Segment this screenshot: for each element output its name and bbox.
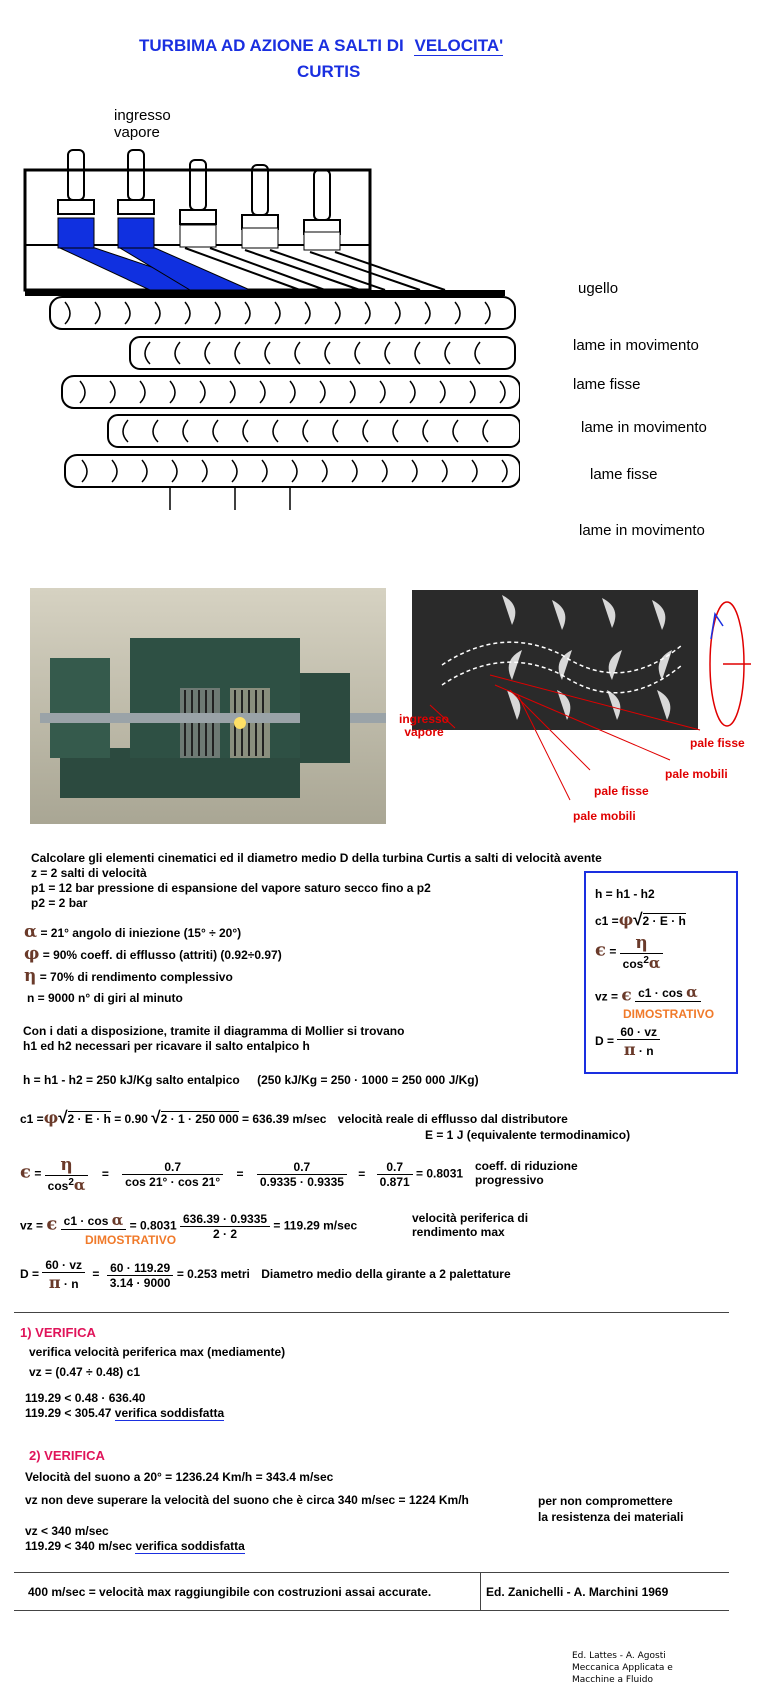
- box-dimostrativo: DIMOSTRATIVO: [623, 1007, 715, 1021]
- alpha-symbol: α: [111, 1211, 124, 1229]
- alpha-symbol: α: [648, 954, 661, 972]
- calc-eps-d1: cos 21° · cos 21°: [125, 1175, 221, 1189]
- divider-2: [14, 1572, 729, 1573]
- closeup-vapore: vapore: [404, 725, 444, 739]
- phi-symbol: φ: [43, 1108, 59, 1127]
- label-pale-fisse-2: pale fisse: [594, 784, 649, 798]
- calc-D-frac2: [107, 1261, 174, 1290]
- closeup-label-ingresso: [399, 713, 449, 739]
- calc-c1-lhs: c1 =: [20, 1112, 44, 1126]
- eta-symbol: η: [620, 933, 664, 954]
- calc-eps-desc: [475, 1159, 578, 1187]
- square-sup: 2: [643, 955, 649, 966]
- verifica1-ok: verifica soddisfatta: [114, 1406, 225, 1420]
- title-velocita: VELOCITA': [414, 36, 504, 55]
- calc-D-frac1: [42, 1258, 85, 1292]
- box-D-num: 60 · vz: [617, 1025, 660, 1040]
- verifica2-title: 2) VERIFICA: [29, 1448, 105, 1463]
- verifica2-l4-text: 119.29 < 340 m/sec: [25, 1539, 133, 1553]
- title-line1: TURBIMA AD AZIONE A SALTI DI: [139, 36, 404, 55]
- verifica1-l2: vz = (0.47 ÷ 0.48) c1: [29, 1365, 140, 1379]
- label-row5: lame in movimento: [579, 522, 705, 539]
- calc-eps-d3: 0.871: [379, 1175, 410, 1189]
- box-h: h = h1 - h2: [595, 887, 655, 901]
- verifica2-l4: [25, 1539, 245, 1553]
- title-curtis: CURTIS: [297, 62, 361, 81]
- calc-D-lhs: D =: [20, 1267, 40, 1282]
- intro-line3: p1 = 12 bar pressione di espansione del vapore saturo secco fino a p2: [31, 881, 431, 895]
- verifica2-l3: vz < 340 m/sec: [25, 1524, 109, 1538]
- eta-symbol: η: [45, 1155, 89, 1176]
- label-row1: lame in movimento: [573, 337, 699, 354]
- pi-symbol: π: [48, 1273, 61, 1292]
- calc-vz-result: = 119.29 m/sec: [273, 1218, 358, 1233]
- phi-symbol: φ: [24, 944, 40, 964]
- calc-h: [23, 1073, 479, 1087]
- verifica1-l4-text: 119.29 < 305.47: [25, 1406, 112, 1420]
- label-row4: lame fisse: [590, 466, 658, 483]
- mollier-line1: Con i dati a disposizione, tramite il diagramma di Mollier si trovano: [23, 1024, 405, 1038]
- intro-line4: p2 = 2 bar: [31, 896, 88, 910]
- pointer-lines: [400, 640, 750, 820]
- calc-D-d2: 3.14 · 9000: [109, 1275, 171, 1290]
- epsilon-symbol: ϵ: [595, 939, 606, 961]
- calc-D-result: = 0.253 metri: [176, 1267, 250, 1282]
- calc-eps-eq3: =: [236, 1166, 244, 1181]
- box-eps-den: cos: [622, 957, 644, 971]
- calc-c1-rad2: 2 · 1 · 250 000: [160, 1112, 239, 1126]
- vapore-text: vapore: [114, 124, 160, 141]
- calc-vz-d2: 2 · 2: [213, 1227, 238, 1241]
- credits-l1: Ed. Lattes - A. Agosti: [572, 1651, 666, 1661]
- page-title: [139, 36, 503, 56]
- intro-block: [31, 851, 602, 911]
- label-row2: lame fisse: [573, 376, 641, 393]
- phi-symbol: φ: [618, 910, 634, 929]
- footer-separator: [480, 1572, 481, 1610]
- calc-eps-frac3: [377, 1160, 413, 1189]
- calc-eps-d2: 0.9335 · 0.9335: [259, 1175, 344, 1189]
- alpha-text: = 21° angolo di iniezione (15° ÷ 20°): [40, 926, 242, 940]
- calc-c1-result: = 636.39 m/sec: [242, 1112, 327, 1126]
- verifica2-ok: verifica soddisfatta: [135, 1539, 245, 1553]
- label-ugello: ugello: [578, 280, 619, 297]
- box-eps-frac: [620, 933, 664, 972]
- calc-vz-desc2: rendimento max: [412, 1225, 505, 1239]
- alpha-symbol: α: [686, 983, 698, 1001]
- verifica2-l2: vz non deve superare la velocità del suono che è circa 340 m/sec = 1224 Km/h: [25, 1493, 469, 1507]
- credits-l3: Macchine a Fluido: [572, 1675, 653, 1685]
- calc-eps-den: cos: [47, 1179, 69, 1193]
- calc-vz-lhs: vz =: [20, 1218, 44, 1233]
- verifica1-l3: 119.29 < 0.48 · 636.40: [25, 1391, 146, 1405]
- alpha-symbol: α: [73, 1176, 86, 1194]
- calc-eps-frac2: [257, 1160, 347, 1189]
- calc-eps-n2: 0.7: [257, 1160, 347, 1175]
- calc-eps-eq: =: [34, 1166, 42, 1181]
- alpha-symbol: α: [24, 922, 38, 942]
- epsilon-symbol: ϵ: [46, 1213, 58, 1235]
- calc-eps-eq2: =: [101, 1166, 109, 1181]
- calc-c1: [20, 1108, 568, 1128]
- calc-D-desc: Diametro medio della girante a 2 palettature: [261, 1267, 511, 1282]
- calc-vz-n2: 636.39 · 0.9335: [180, 1212, 270, 1227]
- label-pale-mobili-2: pale mobili: [573, 809, 636, 823]
- calc-vz-mid: = 0.8031: [129, 1218, 177, 1233]
- verifica1-l1: verifica velocità periferica max (mediamente): [29, 1345, 286, 1359]
- calc-vz-dimostrativo: DIMOSTRATIVO: [85, 1233, 177, 1247]
- pi-symbol: π: [623, 1040, 636, 1059]
- calc-c1-desc2: E = 1 J (equivalente termodinamico): [425, 1128, 631, 1142]
- epsilon-symbol: ϵ: [621, 985, 632, 1006]
- calc-c1-rad1: 2 · E · h: [67, 1112, 111, 1126]
- verifica2-l2c: la resistenza dei materiali: [538, 1510, 684, 1524]
- verifica1-l4: [25, 1406, 224, 1420]
- calc-eps-n1: 0.7: [122, 1160, 223, 1175]
- calc-D-n1: 60 · vz: [42, 1258, 85, 1273]
- calc-h-note: (250 kJ/Kg = 250 · 1000 = 250 000 J/Kg): [257, 1073, 479, 1087]
- credits: [572, 1650, 673, 1686]
- box-D-frac: [617, 1025, 660, 1059]
- sqrt-icon: √: [58, 1108, 68, 1127]
- box-c1: [595, 910, 686, 930]
- calc-c1-desc: velocità reale di efflusso dal distributore: [337, 1112, 568, 1126]
- footer-right: Ed. Zanichelli - A. Marchini 1969: [486, 1585, 669, 1599]
- box-eps: [595, 933, 663, 972]
- diagram-label-ingresso: [114, 107, 171, 141]
- calc-vz-num: c1 · cos: [63, 1214, 109, 1228]
- box-vz-lhs: vz =: [595, 989, 619, 1004]
- box-D-den: · n: [638, 1044, 654, 1058]
- turbine-3d-render: [30, 588, 386, 824]
- mollier-line2: h1 ed h2 necessari per ricavare il salto entalpico h: [23, 1039, 310, 1053]
- phi-text: = 90% coeff. di efflusso (attriti) (0.92÷0.97): [42, 948, 282, 962]
- intro-alpha: [24, 922, 241, 942]
- intro-n: n = 9000 n° di giri al minuto: [27, 991, 183, 1005]
- mollier-block: [23, 1024, 404, 1054]
- calc-vz: [20, 1211, 357, 1242]
- calc-eps-frac1: [122, 1160, 223, 1189]
- label-row3: lame in movimento: [581, 419, 707, 436]
- calc-eps-eq4: =: [358, 1166, 366, 1181]
- credits-l2: Meccanica Applicata e: [572, 1663, 673, 1673]
- calc-eps-frac0: [45, 1155, 89, 1194]
- eta-symbol: η: [24, 966, 37, 986]
- verifica2-l2b: per non compromettere: [538, 1494, 673, 1508]
- box-c1-lhs: c1 =: [595, 914, 619, 928]
- label-pale-fisse-1: pale fisse: [690, 736, 745, 750]
- intro-line1: Calcolare gli elementi cinematici ed il diametro medio D della turbina Curtis a salti di velocità avente: [31, 851, 602, 865]
- box-vz-num: c1 · cos: [638, 986, 683, 1000]
- box-c1-rad: 2 · E · h: [642, 914, 686, 928]
- square-sup: 2: [68, 1177, 74, 1188]
- box-D: [595, 1025, 660, 1059]
- divider-1: [14, 1312, 729, 1313]
- calc-vz-frac2: [180, 1212, 270, 1241]
- eta-text: = 70% di rendimento complessivo: [39, 970, 233, 984]
- verifica2-side: [538, 1493, 683, 1525]
- calc-vz-desc1: velocità periferica di: [412, 1211, 529, 1225]
- closeup-ingresso: ingresso: [399, 712, 450, 726]
- sqrt-icon: √: [633, 910, 643, 929]
- calc-D-d1: · n: [63, 1277, 79, 1291]
- calc-h-text: h = h1 - h2 = 250 kJ/Kg salto entalpico: [23, 1073, 240, 1087]
- intro-eta: [24, 966, 233, 986]
- verifica2-l1: Velocità del suono a 20° = 1236.24 Km/h = 343.4 m/sec: [25, 1470, 334, 1484]
- calc-D-n2: 60 · 119.29: [107, 1261, 174, 1276]
- calc-eps-desc1: coeff. di riduzione: [475, 1159, 578, 1173]
- calc-c1-mid: = 0.90: [114, 1112, 148, 1126]
- calc-eps-n3: 0.7: [377, 1160, 413, 1175]
- ingresso-text: ingresso: [114, 107, 171, 124]
- divider-3: [14, 1610, 729, 1611]
- intro-line2: z = 2 salti di velocità: [31, 866, 147, 880]
- calc-eps: [20, 1155, 463, 1194]
- box-D-lhs: D =: [595, 1034, 615, 1049]
- sqrt-icon: √: [151, 1108, 161, 1127]
- verifica1-title: 1) VERIFICA: [20, 1325, 96, 1340]
- calc-D-eq: =: [92, 1267, 100, 1282]
- calc-vz-desc: [412, 1211, 528, 1239]
- curtis-turbine-diagram: [20, 130, 520, 520]
- calc-D: [20, 1258, 511, 1292]
- box-eps-lhs: =: [609, 944, 617, 959]
- calc-eps-desc2: progressivo: [475, 1173, 544, 1187]
- calc-eps-result: = 0.8031: [416, 1166, 464, 1181]
- epsilon-symbol: ϵ: [20, 1161, 31, 1183]
- footer-left: 400 m/sec = velocità max raggiungibile con costruzioni assai accurate.: [28, 1585, 432, 1599]
- intro-phi: [24, 944, 282, 964]
- label-pale-mobili-1: pale mobili: [665, 767, 728, 781]
